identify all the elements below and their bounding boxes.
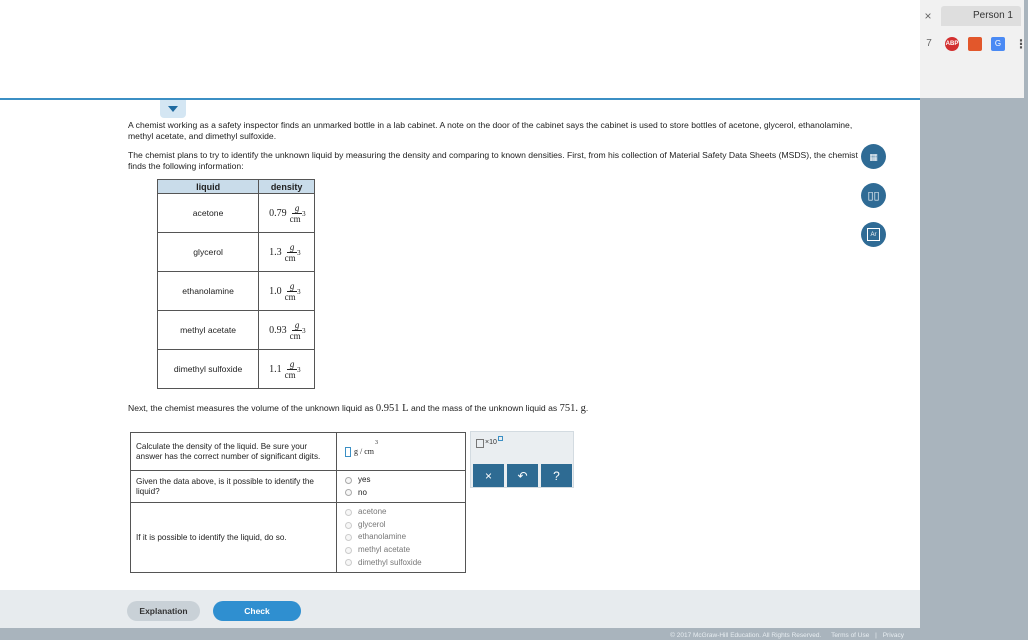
privacy-link[interactable]: Privacy xyxy=(882,632,904,639)
browser-chrome xyxy=(0,0,1024,98)
adblock-icon[interactable]: ABP xyxy=(945,37,959,51)
profile-button[interactable]: Person 1 xyxy=(941,6,1021,26)
footer: © 2017 McGraw-Hill Education. All Rights Reserved. Terms of Use | Privacy xyxy=(0,628,1024,640)
radio-dimethyl-sulfoxide[interactable]: dimethyl sulfoxide xyxy=(341,557,461,570)
header-liquid: liquid xyxy=(158,180,259,194)
radio-button[interactable] xyxy=(345,489,352,496)
radio-button[interactable] xyxy=(345,559,352,566)
help-button[interactable]: ? xyxy=(541,464,572,487)
density-value: 1.1 g cm 3 xyxy=(259,350,315,389)
liquid-name: ethanolamine xyxy=(158,272,259,311)
measurement-text: Next, the chemist measures the volume of the unknown liquid as 0.951 L and the mass of the unknown liquid as 751. g. xyxy=(128,403,589,414)
liquid-name: methyl acetate xyxy=(158,311,259,350)
radio-button[interactable] xyxy=(345,534,352,541)
radio-button[interactable] xyxy=(345,477,352,484)
clear-button[interactable]: × xyxy=(473,464,504,487)
density-value: 0.93 g cm 3 xyxy=(259,311,315,350)
data-chart-icon[interactable]: ▯▯ xyxy=(861,183,886,208)
question-identify: Given the data above, is it possible to identify the liquid? xyxy=(131,471,337,503)
density-answer-input[interactable] xyxy=(345,447,351,457)
scientific-notation-button[interactable]: ×10 xyxy=(476,439,503,448)
radio-button[interactable] xyxy=(345,522,352,529)
question-density: Calculate the density of the liquid. Be sure your answer has the correct number of significant digits. xyxy=(131,433,337,471)
radio-ethanolamine[interactable]: ethanolamine xyxy=(341,531,461,544)
radio-yes[interactable]: yes xyxy=(341,474,461,487)
close-tab-icon[interactable]: × xyxy=(924,9,932,23)
undo-button[interactable]: ↶ xyxy=(507,464,538,487)
answer-table xyxy=(130,432,466,573)
mass-value: 751. g xyxy=(559,403,586,414)
radio-no[interactable]: no xyxy=(341,487,461,500)
radio-methyl-acetate[interactable]: methyl acetate xyxy=(341,544,461,557)
seven-icon[interactable]: 7 xyxy=(926,38,932,49)
answer-liquid-cell xyxy=(337,503,466,573)
density-row xyxy=(158,311,315,350)
problem-page xyxy=(0,98,920,590)
action-bar xyxy=(0,590,920,628)
density-row xyxy=(158,350,315,389)
density-row xyxy=(158,233,315,272)
check-button[interactable]: Check xyxy=(213,601,301,621)
answer-tools-panel xyxy=(470,431,574,488)
book-icon[interactable] xyxy=(968,37,982,51)
density-value: 0.79 g cm 3 xyxy=(259,194,315,233)
radio-glycerol[interactable]: glycerol xyxy=(341,519,461,532)
volume-value: 0.951 L xyxy=(375,403,409,414)
density-row xyxy=(158,272,315,311)
terms-link[interactable]: Terms of Use xyxy=(831,632,870,639)
periodic-table-icon[interactable]: Ar xyxy=(861,222,886,247)
liquid-name: glycerol xyxy=(158,233,259,272)
density-row xyxy=(158,194,315,233)
answer-identify-cell xyxy=(337,471,466,503)
question-which-liquid: If it is possible to identify the liquid, do so. xyxy=(131,503,337,573)
copyright-text: © 2017 McGraw-Hill Education. All Rights Reserved. xyxy=(670,632,822,639)
menu-icon[interactable]: ⋮ xyxy=(1015,37,1027,51)
radio-button[interactable] xyxy=(345,509,352,516)
density-value: 1.3 g cm 3 xyxy=(259,233,315,272)
density-table xyxy=(157,179,315,389)
problem-intro: A chemist working as a safety inspector finds an unmarked bottle in a lab cabinet. A note on the door of the cabinet says the cabinet is used to store bottles of acetone, glycerol, ethanolamine, methyl acetate, and dimethyl sulfoxide. xyxy=(128,120,853,141)
extension-bar xyxy=(922,35,1028,53)
liquid-name: dimethyl sulfoxide xyxy=(158,350,259,389)
collapse-toggle-icon[interactable] xyxy=(160,100,186,118)
liquid-name: acetone xyxy=(158,194,259,233)
density-value: 1.0 g cm 3 xyxy=(259,272,315,311)
problem-plan: The chemist plans to try to identify the unknown liquid by measuring the density and comparing to known densities. First, from his collection of Material Safety Data Sheets (MSDS), the chemist finds the following information: xyxy=(128,150,858,171)
radio-button[interactable] xyxy=(345,547,352,554)
explanation-button[interactable]: Explanation xyxy=(127,601,200,621)
density-unit: g / cm 3 xyxy=(354,439,378,456)
header-density: density xyxy=(259,180,315,194)
calculator-icon[interactable]: ▦ xyxy=(861,144,886,169)
translate-icon[interactable]: G xyxy=(991,37,1005,51)
answer-density-cell xyxy=(337,433,466,471)
radio-acetone[interactable]: acetone xyxy=(341,506,461,519)
